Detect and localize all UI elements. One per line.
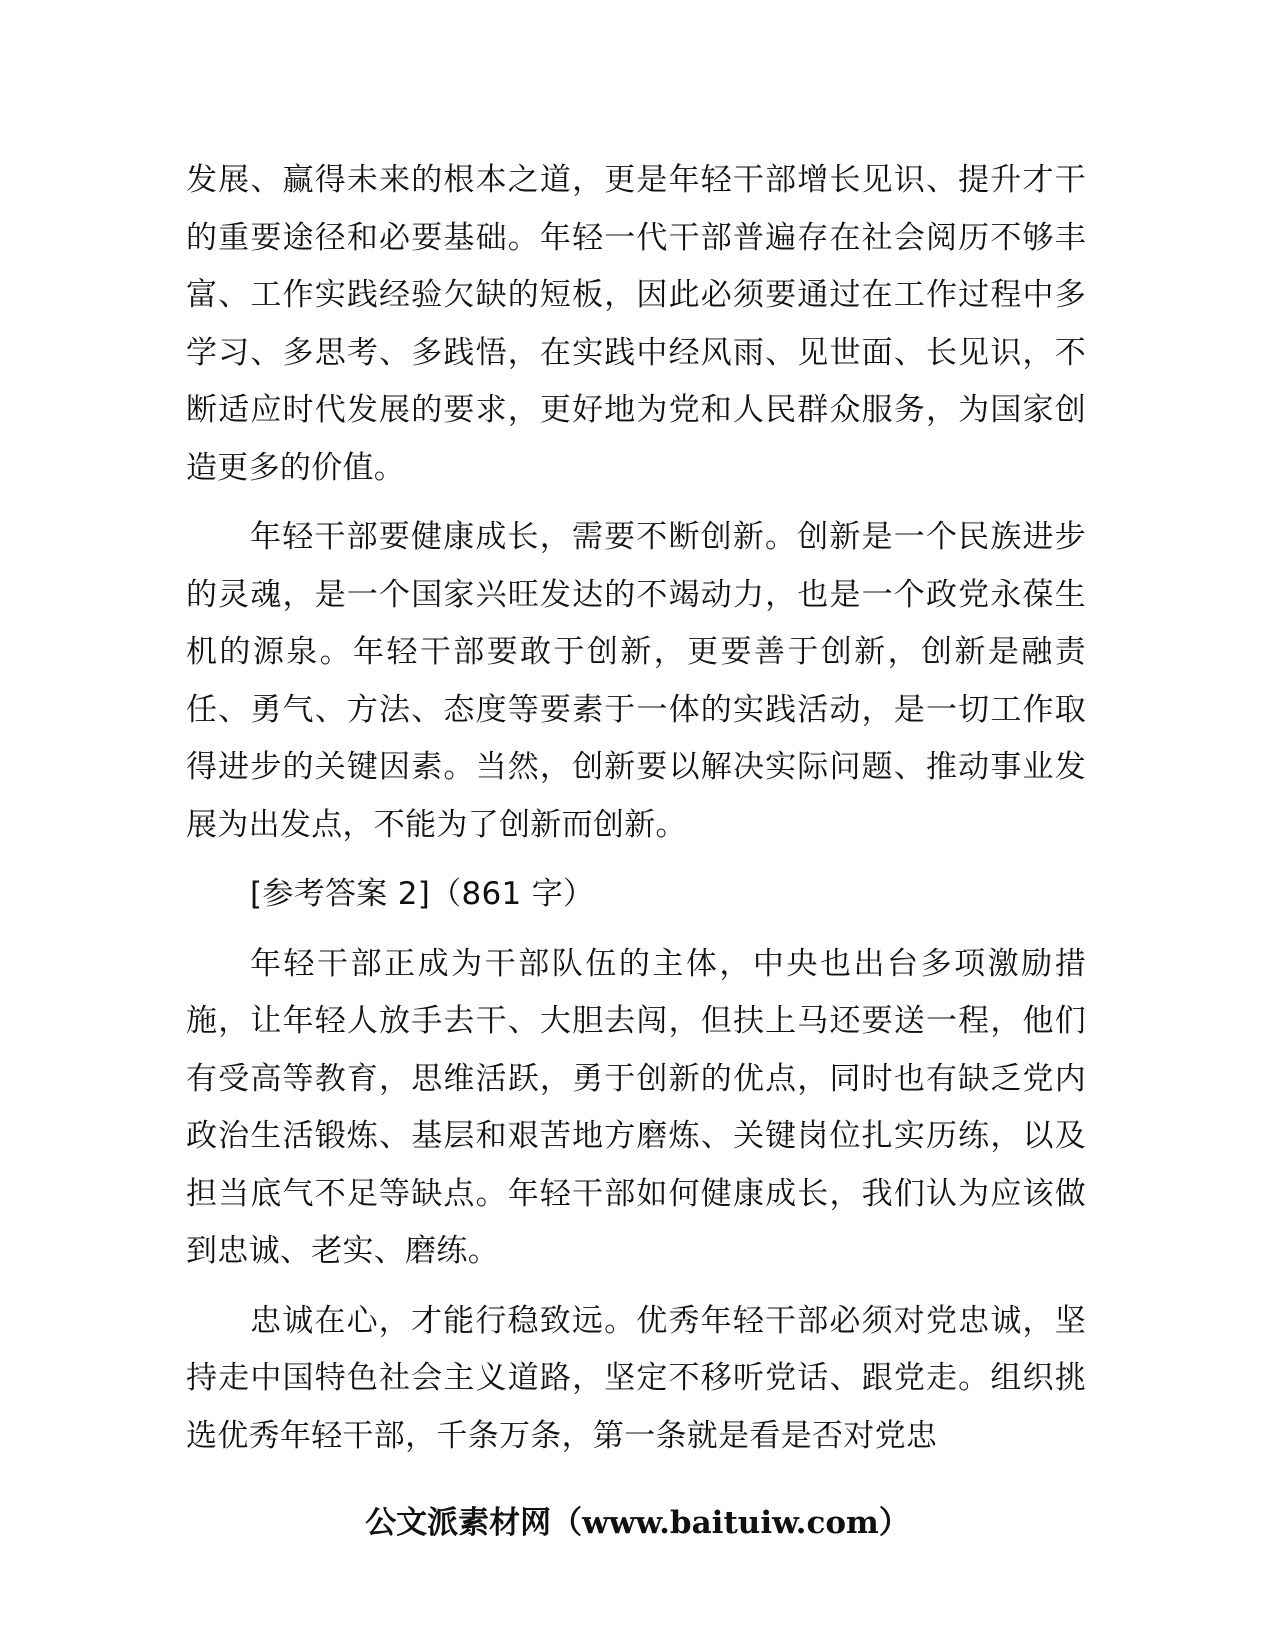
footer-watermark: 公文派素材网（www.baituiw.com） — [365, 1505, 910, 1541]
paragraph-2: 年轻干部要健康成长，需要不断创新。创新是一个民族进步的灵魂，是一个国家兴旺发达的不竭动力，也是一个政党永葆生机的源泉。年轻干部要敢于创新，更要善于创新，创新是融责任、勇气、方法、态度等要素于一体的实践活动，是一切工作取得进步的关键因素。当然，创新要以解决实际问题、推动事业发展为出发点，不能为了创新而创新。 — [186, 519, 1086, 843]
document-body — [186, 152, 1086, 1477]
paragraph-1: 发展、赢得未来的根本之道，更是年轻干部增长见识、提升才干的重要途径和必要基础。年轻一代干部普遍存在社会阅历不够丰富、工作实践经验欠缺的短板，因此必须要通过在工作过程中多学习、多思考、多践悟，在实践中经风雨、见世面、长见识，不断适应时代发展的要求，更好地为党和人民群众服务，为国家创造更多的价值。 — [186, 162, 1086, 486]
answer-heading: [参考答案 2]（861 字） — [250, 876, 595, 912]
paragraph-4: 忠诚在心，才能行稳致远。优秀年轻干部必须对党忠诚，坚持走中国特色社会主义道路，坚定不移听党话、跟党走。组织挑选优秀年轻干部，千条万条，第一条就是看是否对党忠 — [186, 1302, 1086, 1454]
paragraph-3: 年轻干部正成为干部队伍的主体，中央也出台多项激励措施，让年轻人放手去干、大胆去闯，但扶上马还要送一程，他们有受高等教育，思维活跃，勇于创新的优点，同时也有缺乏党内政治生活锻炼、基层和艰苦地方磨炼、关键岗位扎实历练，以及担当底气不足等缺点。年轻干部如何健康成长，我们认为应该做到忠诚、老实、磨练。 — [186, 945, 1086, 1269]
